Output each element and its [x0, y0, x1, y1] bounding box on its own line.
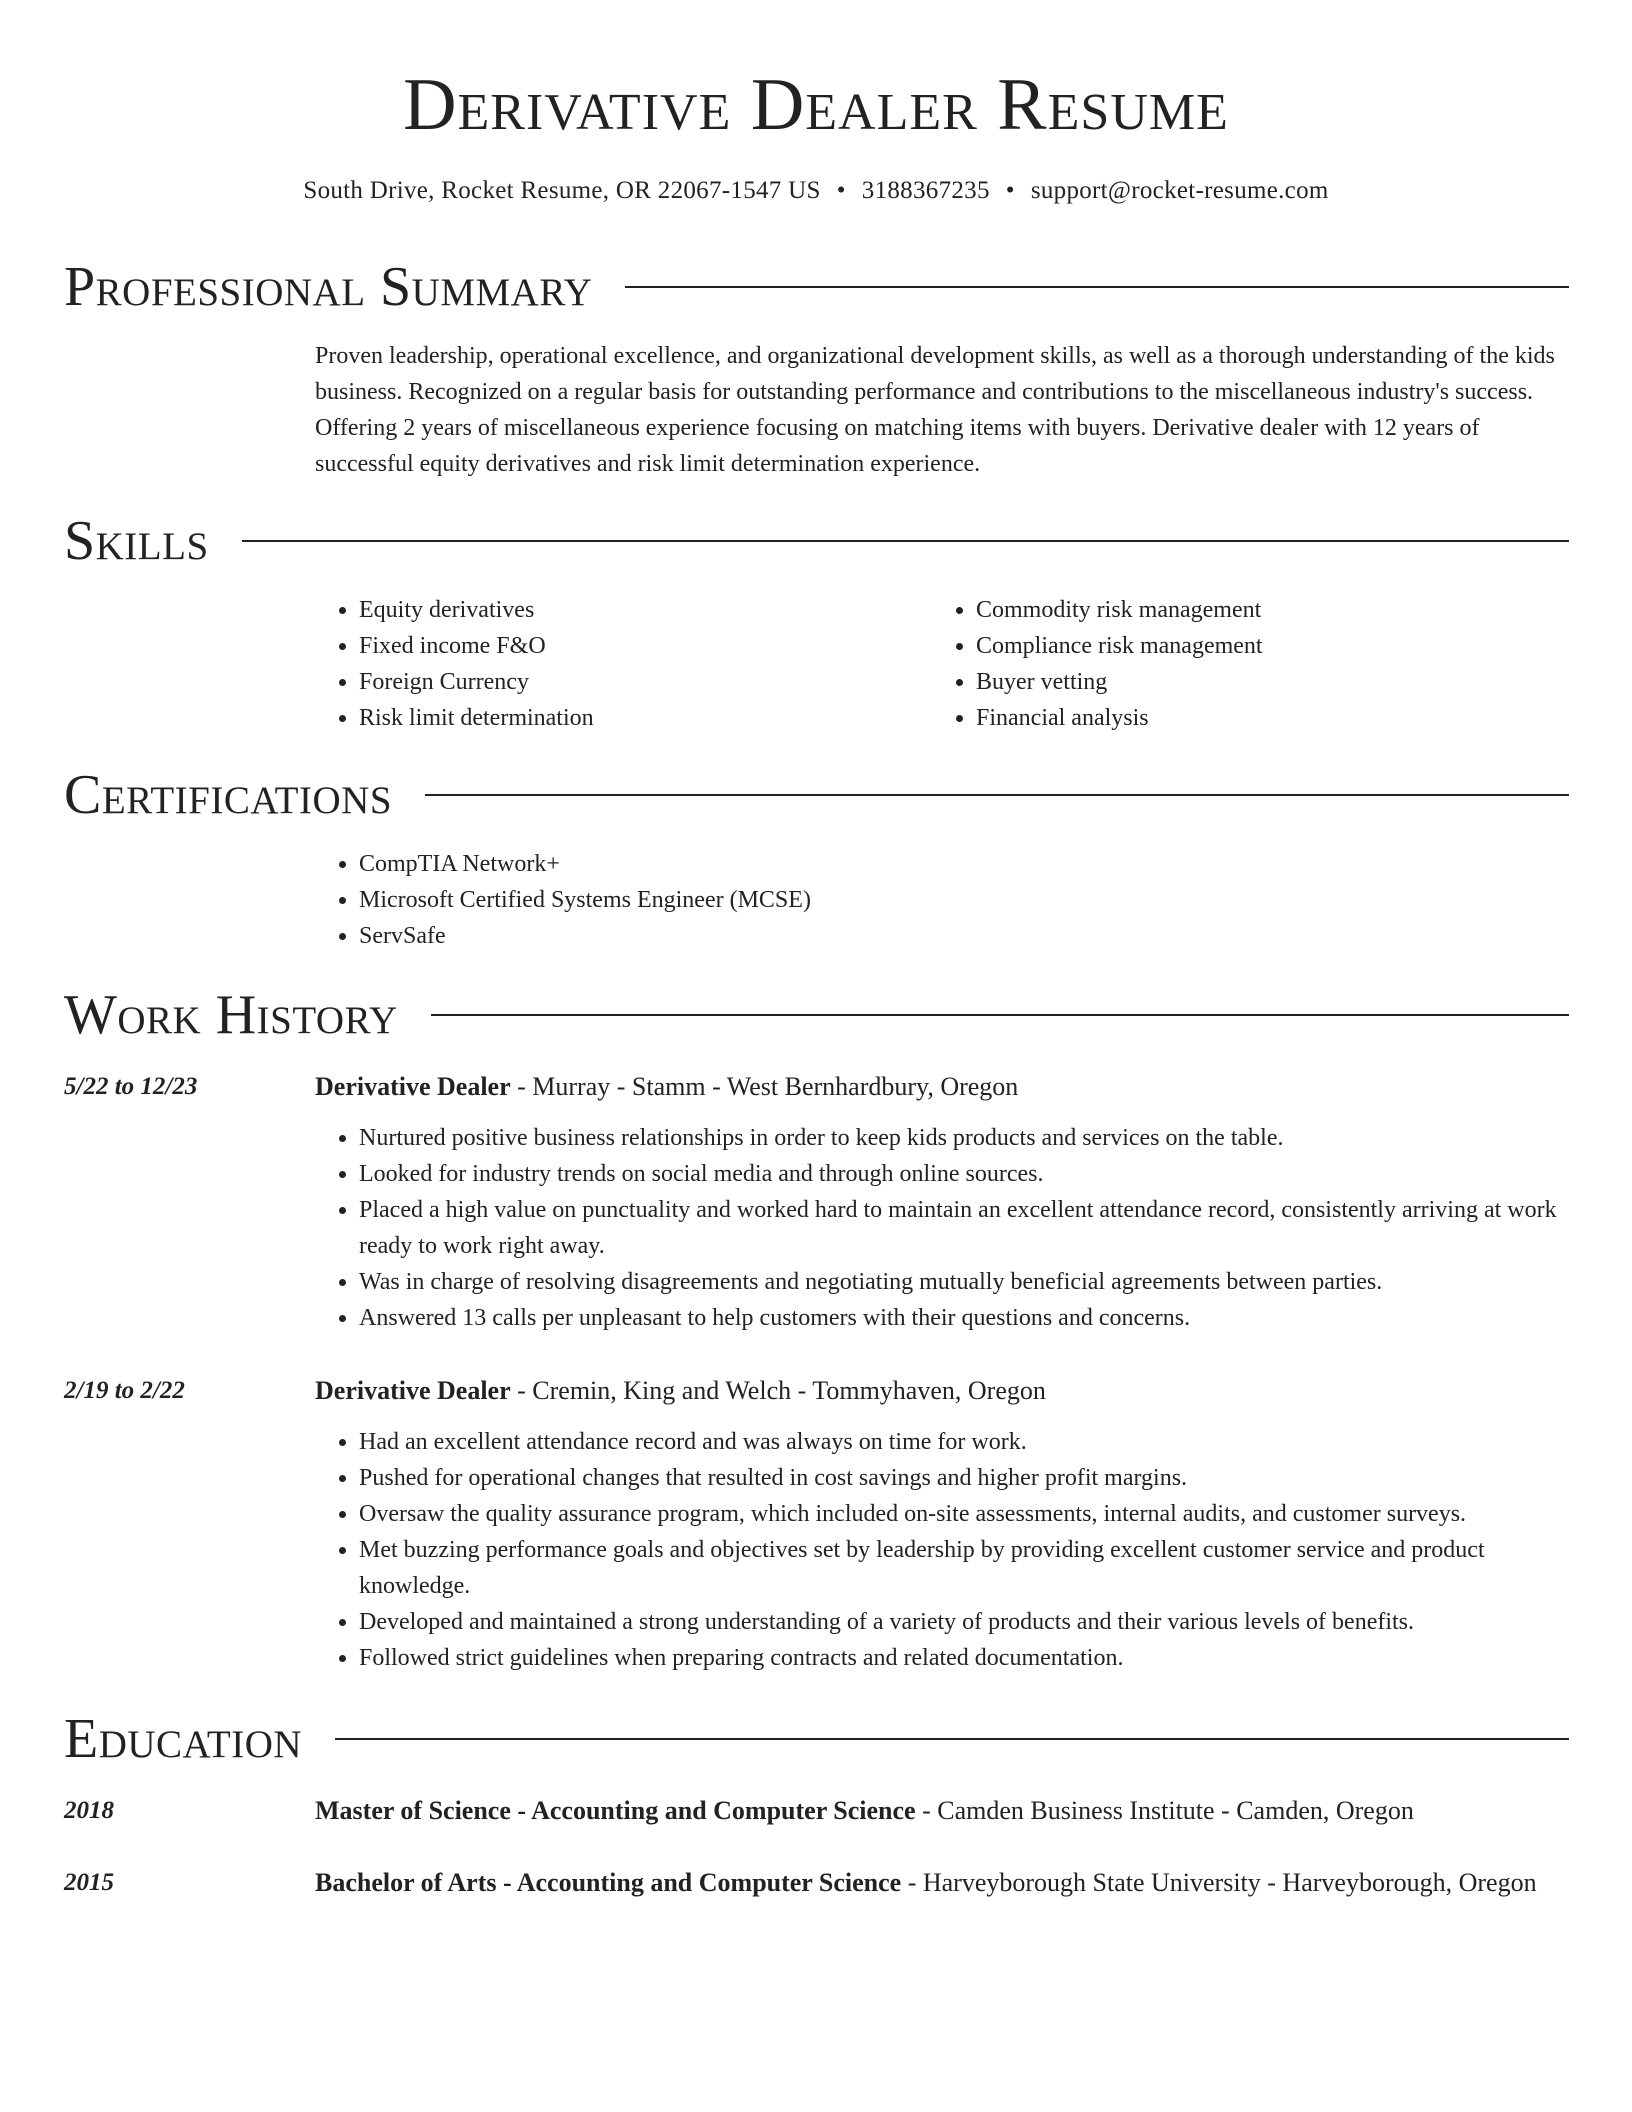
certification-item: • CompTIA Network+ — [359, 846, 811, 882]
degree-name: Bachelor of Arts - Accounting and Computer Science — [315, 1868, 902, 1897]
education-section-header — [64, 1704, 1569, 1774]
skill-item: • Risk limit determination — [359, 700, 915, 736]
job-duty: • Oversaw the quality assurance program, which included on-site assessments, internal audits, and customer surveys. — [359, 1496, 1569, 1532]
section-divider — [625, 286, 1569, 288]
certification-item: • ServSafe — [359, 918, 811, 954]
job-heading — [315, 1372, 1569, 1410]
job-employer: - Cremin, King and Welch - Tommyhaven, Oregon — [510, 1376, 1046, 1405]
job-employer: - Murray - Stamm - West Bernhardbury, Oregon — [510, 1072, 1019, 1101]
skill-item: • Equity derivatives — [359, 592, 915, 628]
work-history-heading: Work History — [64, 984, 398, 1046]
skill-item: • Fixed income F&O — [359, 628, 915, 664]
contact-separator: • — [1005, 177, 1015, 204]
skill-item: • Buyer vetting — [976, 664, 1569, 700]
summary-text: Proven leadership, operational excellence, and organizational development skills, as well as a thorough understanding of the kids business. Recognized on a regular basis for outstanding performance and contributions to the miscellaneous industry's success. Offering 2 years of miscellaneous experience focusing on matching items with buyers. Derivative dealer with 12 years of successful equity derivatives and risk limit determination experience. — [315, 343, 1555, 477]
certifications-section-header — [64, 760, 1569, 830]
degree-name: Master of Science - Accounting and Computer Science — [315, 1796, 916, 1825]
contact-separator: • — [836, 177, 846, 204]
section-divider — [425, 794, 1569, 796]
section-divider — [242, 540, 1569, 542]
job-duty: • Was in charge of resolving disagreements and negotiating mutually beneficial agreements between parties. — [359, 1264, 1569, 1300]
job-duty: • Had an excellent attendance record and was always on time for work. — [359, 1424, 1569, 1460]
contact-address: South Drive, Rocket Resume, OR 22067-1547 US — [303, 177, 821, 204]
certifications-list — [315, 846, 811, 954]
summary-heading: Professional Summary — [64, 256, 593, 318]
job-duties — [315, 1120, 1569, 1336]
job-duty: • Nurtured positive business relationships in order to keep kids products and services on the table. — [359, 1120, 1569, 1156]
school-details: - Harveyborough State University - Harveyborough, Oregon — [901, 1868, 1537, 1897]
education-year: 2015 — [64, 1869, 114, 1896]
certification-item: • Microsoft Certified Systems Engineer (MCSE) — [359, 882, 811, 918]
skills-column-right — [932, 592, 1569, 736]
skill-item: • Commodity risk management — [976, 592, 1569, 628]
education-entry — [315, 1792, 1569, 1830]
education-entry — [315, 1864, 1569, 1902]
education-year: 2018 — [64, 1797, 114, 1824]
contact-line — [0, 174, 1632, 208]
section-divider — [335, 1738, 1569, 1740]
job-duties — [315, 1424, 1569, 1676]
skill-item: • Compliance risk management — [976, 628, 1569, 664]
summary-section-header — [64, 252, 1569, 322]
job-duty: • Answered 13 calls per unpleasant to help customers with their questions and concerns. — [359, 1300, 1569, 1336]
school-details: - Camden Business Institute - Camden, Oregon — [915, 1796, 1414, 1825]
job-duty: • Followed strict guidelines when preparing contracts and related documentation. — [359, 1640, 1569, 1676]
contact-email: support@rocket-resume.com — [1030, 177, 1329, 204]
job-title: Derivative Dealer — [315, 1376, 511, 1405]
work-history-section-header — [64, 980, 1569, 1050]
education-heading: Education — [64, 1708, 303, 1770]
resume-title: Derivative Dealer Resume — [403, 64, 1229, 146]
job-dates: 2/19 to 2/22 — [64, 1377, 185, 1404]
job-duty: • Pushed for operational changes that resulted in cost savings and higher profit margins. — [359, 1460, 1569, 1496]
job-duty: • Placed a high value on punctuality and worked hard to maintain an excellent attendance record, consistently arriving at work ready to work right away. — [359, 1192, 1569, 1264]
certifications-heading: Certifications — [64, 764, 393, 826]
skills-heading: Skills — [64, 510, 209, 572]
job-duty: • Looked for industry trends on social media and through online sources. — [359, 1156, 1569, 1192]
job-duty: • Met buzzing performance goals and objectives set by leadership by providing excellent customer service and product knowledge. — [359, 1532, 1569, 1604]
skill-item: • Financial analysis — [976, 700, 1569, 736]
job-title: Derivative Dealer — [315, 1072, 511, 1101]
job-duty: • Developed and maintained a strong understanding of a variety of products and their various levels of benefits. — [359, 1604, 1569, 1640]
job-heading — [315, 1068, 1569, 1106]
section-divider — [431, 1014, 1569, 1016]
skills-column-left — [315, 592, 915, 736]
skill-item: • Foreign Currency — [359, 664, 915, 700]
skills-section-header — [64, 506, 1569, 576]
contact-phone: 3188367235 — [861, 177, 990, 204]
job-dates: 5/22 to 12/23 — [64, 1073, 198, 1100]
